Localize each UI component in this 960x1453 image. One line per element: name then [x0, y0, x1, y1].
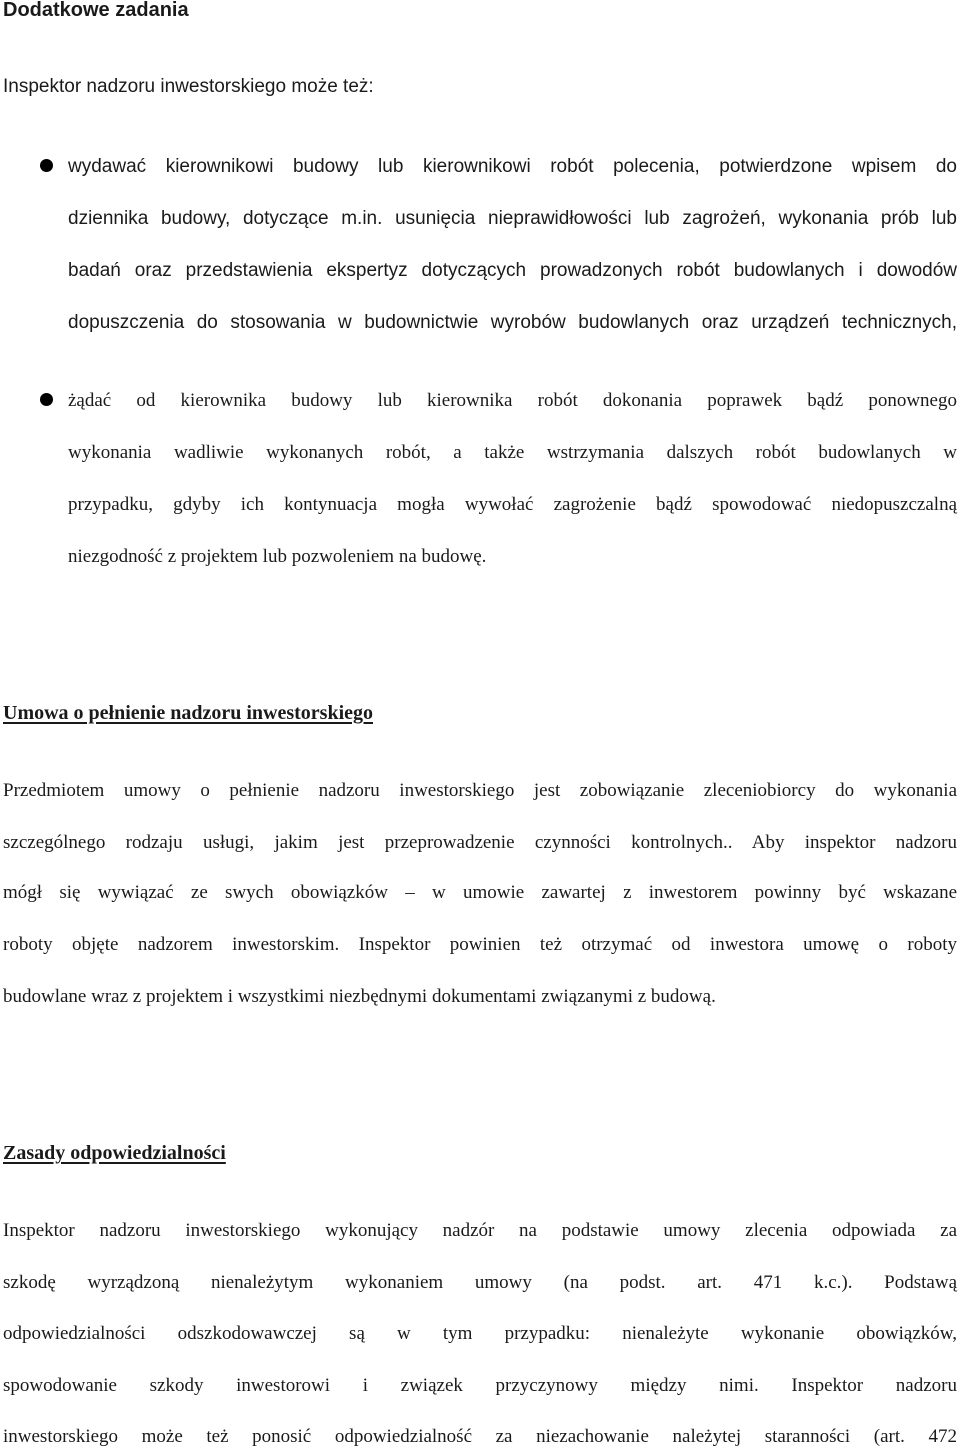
- paragraph-line: roboty objęte nadzorem inwestorskim. Inspektor powinien też otrzymać od inwestora umowę o roboty: [3, 934, 957, 955]
- paragraph-line: spowodowanie szkody inwestorowi i związek przyczynowy między nimi. Inspektor nadzoru: [3, 1375, 957, 1396]
- paragraph-line: budowlane wraz z projektem i wszystkimi niezbędnymi dokumentami związanymi z budową.: [3, 986, 716, 1007]
- paragraph-line: inwestorskiego może też ponosić odpowiedzialność za niezachowanie należytej staranności (art. 472: [3, 1426, 957, 1447]
- bullet-line: wykonania wadliwie wykonanych robót, a także wstrzymania dalszych robót budowlanych w: [68, 442, 957, 463]
- paragraph-line: szczególnego rodzaju usługi, jakim jest przeprowadzenie czynności kontrolnych.. Aby inspektor nadzoru: [3, 832, 957, 853]
- bullet-line: niezgodność z projektem lub pozwoleniem na budowę.: [68, 546, 487, 567]
- section-heading-zasady: Zasady odpowiedzialności: [3, 1142, 226, 1164]
- paragraph-line: Inspektor nadzoru inwestorskiego wykonujący nadzór na podstawie umowy zlecenia odpowiada za: [3, 1220, 957, 1241]
- bullet-line: przypadku, gdyby ich kontynuacja mogła wywołać zagrożenie bądź spowodować niedopuszczalną: [68, 494, 957, 515]
- section-heading-umowa: Umowa o pełnienie nadzoru inwestorskiego: [3, 702, 373, 724]
- bullet-line: dziennika budowy, dotyczące m.in. usunięcia nieprawidłowości lub zagrożeń, wykonania prób lub: [68, 208, 957, 229]
- bullet-line: żądać od kierownika budowy lub kierownika robót dokonania poprawek bądź ponownego: [68, 390, 957, 411]
- bullet-line: badań oraz przedstawienia ekspertyz dotyczących prowadzonych robót budowlanych i dowodów: [68, 260, 957, 281]
- bullet-line: dopuszczenia do stosowania w budownictwie wyrobów budowlanych oraz urządzeń technicznych,: [68, 312, 957, 333]
- paragraph-line: szkodę wyrządzoną nienależytym wykonaniem umowy (na podst. art. 471 k.c.). Podstawą: [3, 1272, 957, 1293]
- intro-paragraph: Inspektor nadzoru inwestorskiego może też:: [3, 76, 374, 97]
- paragraph-line: mógł się wywiązać ze swych obowiązków – w umowie zawartej z inwestorem powinny być wskazane: [3, 882, 957, 903]
- bullet-dot-icon: [40, 393, 53, 406]
- bullet-line: wydawać kierownikowi budowy lub kierownikowi robót polecenia, potwierdzone wpisem do: [68, 156, 957, 177]
- paragraph-line: odpowiedzialności odszkodowawczej są w tym przypadku: nienależyte wykonanie obowiązków,: [3, 1323, 957, 1344]
- paragraph-line: Przedmiotem umowy o pełnienie nadzoru inwestorskiego jest zobowiązanie zleceniobiorcy do wykonania: [3, 780, 957, 801]
- section-heading-dodatkowe-zadania: Dodatkowe zadania: [3, 0, 189, 21]
- bullet-dot-icon: [40, 159, 53, 172]
